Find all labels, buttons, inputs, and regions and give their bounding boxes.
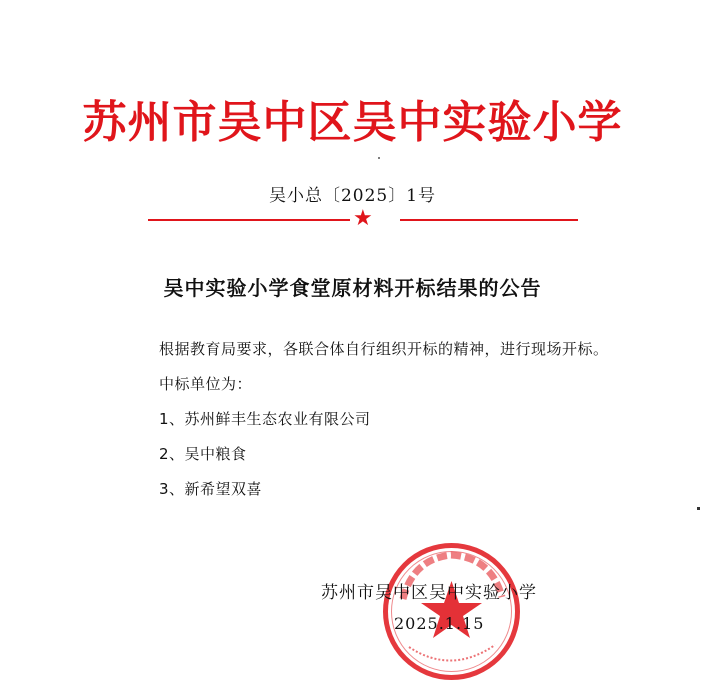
winners-heading: 中标单位为： <box>159 375 253 393</box>
speck-mark <box>378 157 380 159</box>
signature-date: 2025.1.15 <box>394 614 485 633</box>
signature-organization: 苏州市吴中区吴中实验小学 <box>321 583 537 603</box>
document-number: 吴小总〔2025〕1号 <box>268 186 437 206</box>
header-title: 苏州市吴中区吴中实验小学 <box>82 97 623 148</box>
red-divider-left <box>148 219 350 221</box>
intro-paragraph: 根据教育局要求，各联合体自行组织开标的精神，进行现场开标。 <box>159 340 609 358</box>
winner-item: 1、苏州鲜丰生态农业有限公司 <box>159 410 371 428</box>
winner-item: 2、吴中粮食 <box>159 445 247 463</box>
edge-mark <box>697 507 700 510</box>
notice-title: 吴中实验小学食堂原材料开标结果的公告 <box>163 276 542 300</box>
red-divider-right <box>400 219 578 221</box>
winner-item: 3、新希望双喜 <box>159 480 263 498</box>
red-star-icon: ★ <box>353 206 373 231</box>
official-seal-stamp <box>379 539 524 684</box>
